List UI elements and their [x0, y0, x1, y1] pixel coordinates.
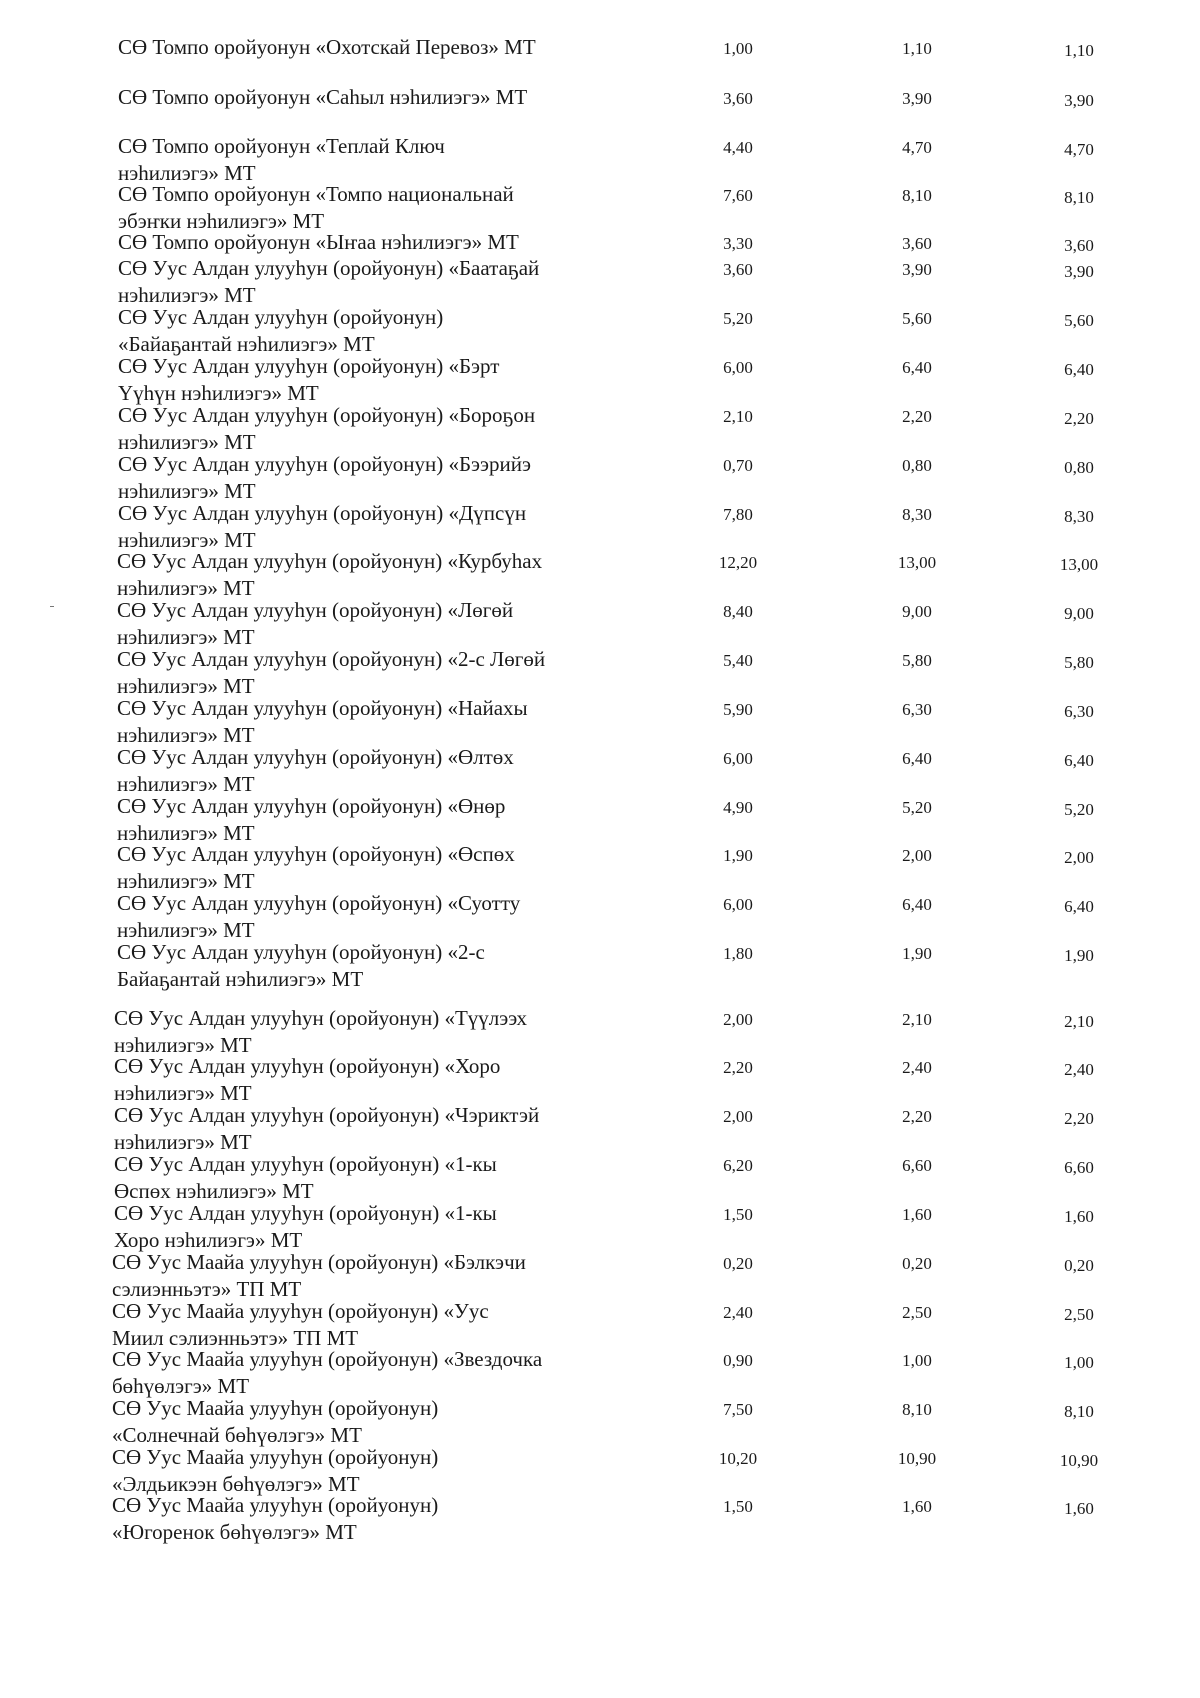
organization-name: [117, 695, 637, 749]
organization-name: [112, 1346, 632, 1400]
value-col-3: 1,60: [1064, 1499, 1094, 1518]
organization-name: [117, 597, 637, 651]
value-col-2: 2,40: [902, 1058, 932, 1077]
organization-name-line: СӨ Уус Алдан улууһун (оройуонун) «Курбуһах: [117, 549, 543, 573]
organization-name-line: СӨ Томпо оройуонун «Томпо национальнай: [118, 182, 514, 206]
organization-name-line: нэһилиэгэ» МТ: [118, 283, 256, 307]
organization-name-line: Байаҕантай нэһилиэгэ» МТ: [117, 967, 364, 991]
value-col-1: 6,20: [723, 1156, 753, 1175]
value-col-1: 2,40: [723, 1303, 753, 1322]
organization-name-line: СӨ Томпо оройуонун «Охотскай Перевоз» МТ: [118, 35, 536, 59]
organization-name: [112, 1395, 632, 1449]
value-col-2: 4,70: [902, 138, 932, 157]
value-col-1: 5,20: [723, 309, 753, 328]
organization-name: [118, 304, 638, 358]
organization-name: [114, 1102, 634, 1156]
value-col-2: 2,20: [902, 1107, 932, 1126]
value-col-2: 5,60: [902, 309, 932, 328]
organization-name-line: Хоро нэһилиэгэ» МТ: [114, 1228, 303, 1252]
value-col-3: 3,60: [1064, 236, 1094, 255]
value-col-3: 4,70: [1064, 140, 1094, 159]
value-col-3: 8,10: [1064, 1402, 1094, 1421]
organization-name: [117, 646, 637, 700]
value-col-1: 0,20: [723, 1254, 753, 1273]
organization-name: [118, 133, 638, 187]
value-col-1: 8,40: [723, 602, 753, 621]
organization-name: [117, 744, 637, 798]
organization-name: [118, 84, 638, 111]
organization-name: [118, 451, 638, 505]
value-col-2: 8,10: [902, 186, 932, 205]
organization-name-line: СӨ Уус Маайа улууһун (оройуонун) «Звездочка: [112, 1347, 543, 1371]
organization-name-line: нэһилиэгэ» МТ: [114, 1081, 252, 1105]
value-col-1: 7,50: [723, 1400, 753, 1419]
organization-name: [117, 939, 637, 993]
value-col-1: 3,30: [723, 234, 753, 253]
value-col-3: 2,20: [1064, 409, 1094, 428]
value-col-2: 1,00: [902, 1351, 932, 1370]
value-col-3: 13,00: [1059, 555, 1099, 574]
organization-name: [118, 34, 638, 61]
organization-name: [118, 500, 638, 554]
value-col-3: 1,60: [1064, 1207, 1094, 1226]
organization-name-line: СӨ Уус Алдан улууһун (оройуонун) «1-кы: [114, 1201, 497, 1225]
organization-name: [117, 793, 637, 847]
organization-name: [117, 841, 637, 895]
organization-name-line: сэлиэнньэтэ» ТП МТ: [112, 1277, 302, 1301]
organization-name-line: СӨ Уус Алдан улууһун (оройуонун) «2-с: [117, 940, 485, 964]
organization-name-line: нэһилиэгэ» МТ: [118, 161, 256, 185]
organization-name-line: СӨ Уус Алдан улууһун (оройуонун) «Бээрийэ: [118, 452, 532, 476]
value-col-2: 9,00: [902, 602, 932, 621]
value-col-1: 0,70: [723, 456, 753, 475]
value-col-1: 4,90: [723, 798, 753, 817]
organization-name-line: СӨ Уус Алдан улууһун (оройуонун) «Дүпсүн: [118, 501, 527, 525]
organization-name-line: нэһилиэгэ» МТ: [117, 576, 255, 600]
value-col-3: 3,90: [1064, 91, 1094, 110]
value-col-3: 10,90: [1059, 1451, 1099, 1470]
value-col-3: 6,60: [1064, 1158, 1094, 1177]
organization-name-line: нэһилиэгэ» МТ: [117, 772, 255, 796]
value-col-3: 6,30: [1064, 702, 1094, 721]
value-col-1: 1,50: [723, 1497, 753, 1516]
value-col-2: 3,90: [902, 89, 932, 108]
organization-name-line: СӨ Уус Алдан улууһун (оройуонун) «Бороҕон: [118, 403, 536, 427]
organization-name: [112, 1298, 632, 1352]
value-col-3: 2,10: [1064, 1012, 1094, 1031]
organization-name-line: нэһилиэгэ» МТ: [118, 479, 256, 503]
value-col-2: 6,60: [902, 1156, 932, 1175]
value-col-1: 10,20: [718, 1449, 758, 1468]
organization-name-line: нэһилиэгэ» МТ: [117, 674, 255, 698]
value-col-2: 8,30: [902, 505, 932, 524]
scan-mark: [50, 606, 54, 607]
organization-name-line: СӨ Уус Маайа улууһун (оройуонун): [112, 1396, 439, 1420]
value-col-2: 5,20: [902, 798, 932, 817]
organization-name-line: СӨ Уус Алдан улууһун (оройуонун) «Түүлээх: [114, 1006, 527, 1030]
value-col-2: 2,50: [902, 1303, 932, 1322]
value-col-1: 3,60: [723, 260, 753, 279]
organization-name-line: нэһилиэгэ» МТ: [117, 918, 255, 942]
value-col-1: 1,50: [723, 1205, 753, 1224]
organization-name-line: СӨ Уус Алдан улууһун (оройуонун) «Чэриктэй: [114, 1103, 540, 1127]
organization-name-line: СӨ Уус Алдан улууһун (оройуонун) «Баатаҕай: [118, 256, 540, 280]
value-col-3: 9,00: [1064, 604, 1094, 623]
value-col-2: 2,20: [902, 407, 932, 426]
organization-name-line: нэһилиэгэ» МТ: [117, 821, 255, 845]
value-col-3: 8,30: [1064, 507, 1094, 526]
organization-name: [118, 255, 638, 309]
organization-name-line: СӨ Уус Маайа улууһун (оройуонун) «Уус: [112, 1299, 489, 1323]
organization-name-line: Миил сэлиэнньэтэ» ТП МТ: [112, 1326, 359, 1350]
value-col-3: 5,60: [1064, 311, 1094, 330]
organization-name: [112, 1492, 632, 1546]
value-col-2: 1,60: [902, 1497, 932, 1516]
value-col-1: 7,60: [723, 186, 753, 205]
organization-name: [118, 353, 638, 407]
organization-name-line: нэһилиэгэ» МТ: [117, 625, 255, 649]
value-col-1: 3,60: [723, 89, 753, 108]
value-col-1: 4,40: [723, 138, 753, 157]
organization-name-line: СӨ Уус Алдан улууһун (оройуонун) «Лөгөй: [117, 598, 514, 622]
value-col-3: 1,10: [1064, 41, 1094, 60]
organization-name: [118, 402, 638, 456]
organization-name: [112, 1444, 632, 1498]
value-col-1: 0,90: [723, 1351, 753, 1370]
value-col-2: 8,10: [902, 1400, 932, 1419]
organization-name-line: СӨ Уус Алдан улууһун (оройуонун) «Найахы: [117, 696, 528, 720]
value-col-1: 2,20: [723, 1058, 753, 1077]
value-col-1: 6,00: [723, 749, 753, 768]
value-col-1: 2,00: [723, 1010, 753, 1029]
value-col-3: 2,00: [1064, 848, 1094, 867]
organization-name-line: СӨ Уус Маайа улууһун (оройуонун): [112, 1445, 439, 1469]
value-col-2: 2,00: [902, 846, 932, 865]
value-col-1: 6,00: [723, 895, 753, 914]
organization-name: [112, 1249, 632, 1303]
organization-name: [117, 548, 637, 602]
value-col-3: 3,90: [1064, 262, 1094, 281]
value-col-1: 1,90: [723, 846, 753, 865]
value-col-2: 5,80: [902, 651, 932, 670]
organization-name-line: «Элдьикээн бөһүөлэгэ» МТ: [112, 1472, 360, 1496]
value-col-3: 1,00: [1064, 1353, 1094, 1372]
value-col-2: 1,90: [902, 944, 932, 963]
value-col-2: 1,60: [902, 1205, 932, 1224]
organization-name-line: «Югоренок бөһүөлэгэ» МТ: [112, 1520, 357, 1544]
value-col-3: 2,50: [1064, 1305, 1094, 1324]
value-col-2: 2,10: [902, 1010, 932, 1029]
value-col-1: 6,00: [723, 358, 753, 377]
value-col-1: 2,10: [723, 407, 753, 426]
value-col-2: 6,40: [902, 895, 932, 914]
organization-name-line: СӨ Уус Алдан улууһун (оройуонун) «Бэрт: [118, 354, 500, 378]
value-col-1: 12,20: [718, 553, 758, 572]
organization-name: [114, 1053, 634, 1107]
value-col-2: 0,80: [902, 456, 932, 475]
organization-name: [114, 1200, 634, 1254]
organization-name-line: СӨ Уус Алдан улууһун (оройуонун) «1-кы: [114, 1152, 497, 1176]
organization-name-line: СӨ Уус Алдан улууһун (оройуонун) «Өспөх: [117, 842, 515, 866]
organization-name-line: СӨ Уус Алдан улууһун (оройуонун): [118, 305, 444, 329]
value-col-1: 2,00: [723, 1107, 753, 1126]
organization-name-line: нэһилиэгэ» МТ: [114, 1033, 252, 1057]
organization-name-line: «Солнечнай бөһүөлэгэ» МТ: [112, 1423, 362, 1447]
organization-name-line: «Байаҕантай нэһилиэгэ» МТ: [118, 332, 375, 356]
value-col-3: 1,90: [1064, 946, 1094, 965]
organization-name-line: нэһилиэгэ» МТ: [117, 723, 255, 747]
organization-name-line: СӨ Томпо оройуонун «Ыҥаа нэһилиэгэ» МТ: [118, 230, 519, 254]
organization-name-line: СӨ Уус Алдан улууһун (оройуонун) «Өнөр: [117, 794, 506, 818]
organization-name-line: нэһилиэгэ» МТ: [114, 1130, 252, 1154]
value-col-2: 13,00: [897, 553, 937, 572]
organization-name-line: Өспөх нэһилиэгэ» МТ: [114, 1179, 314, 1203]
value-col-1: 7,80: [723, 505, 753, 524]
organization-name-line: СӨ Уус Алдан улууһун (оройуонун) «2-с Лөгөй: [117, 647, 546, 671]
value-col-3: 6,40: [1064, 751, 1094, 770]
value-col-3: 6,40: [1064, 360, 1094, 379]
value-col-1: 5,40: [723, 651, 753, 670]
organization-name-line: СӨ Томпо оройуонун «Теплай Ключ: [118, 134, 445, 158]
organization-name: [114, 1005, 634, 1059]
organization-name: [114, 1151, 634, 1205]
value-col-1: 1,80: [723, 944, 753, 963]
organization-name-line: СӨ Уус Алдан улууһун (оройуонун) «Суотту: [117, 891, 521, 915]
organization-name: [118, 181, 638, 235]
value-col-3: 5,80: [1064, 653, 1094, 672]
organization-name-line: нэһилиэгэ» МТ: [118, 528, 256, 552]
value-col-3: 2,20: [1064, 1109, 1094, 1128]
organization-name-line: бөһүөлэгэ» МТ: [112, 1374, 250, 1398]
value-col-2: 10,90: [897, 1449, 937, 1468]
value-col-2: 6,30: [902, 700, 932, 719]
organization-name-line: нэһилиэгэ» МТ: [117, 869, 255, 893]
value-col-2: 0,20: [902, 1254, 932, 1273]
value-col-2: 6,40: [902, 358, 932, 377]
organization-name-line: СӨ Уус Маайа улууһун (оройуонун): [112, 1493, 439, 1517]
value-col-3: 5,20: [1064, 800, 1094, 819]
organization-name-line: Үүһүн нэһилиэгэ» МТ: [118, 381, 319, 405]
organization-name: [118, 229, 638, 256]
organization-name-line: СӨ Томпо оройуонун «Саһыл нэһилиэгэ» МТ: [118, 85, 528, 109]
value-col-2: 3,90: [902, 260, 932, 279]
organization-name-line: нэһилиэгэ» МТ: [118, 430, 256, 454]
value-col-1: 5,90: [723, 700, 753, 719]
value-col-2: 3,60: [902, 234, 932, 253]
value-col-3: 8,10: [1064, 188, 1094, 207]
value-col-3: 0,80: [1064, 458, 1094, 477]
value-col-2: 6,40: [902, 749, 932, 768]
value-col-3: 0,20: [1064, 1256, 1094, 1275]
organization-name-line: СӨ Уус Алдан улууһун (оройуонун) «Өлтөх: [117, 745, 514, 769]
organization-name: [117, 890, 637, 944]
organization-name-line: СӨ Уус Маайа улууһун (оройуонун) «Бэлкэчи: [112, 1250, 526, 1274]
organization-name-line: эбэҥки нэһилиэгэ» МТ: [118, 209, 325, 233]
value-col-3: 6,40: [1064, 897, 1094, 916]
organization-name-line: СӨ Уус Алдан улууһун (оройуонун) «Хоро: [114, 1054, 501, 1078]
value-col-1: 1,00: [723, 39, 753, 58]
value-col-3: 2,40: [1064, 1060, 1094, 1079]
value-col-2: 1,10: [902, 39, 932, 58]
